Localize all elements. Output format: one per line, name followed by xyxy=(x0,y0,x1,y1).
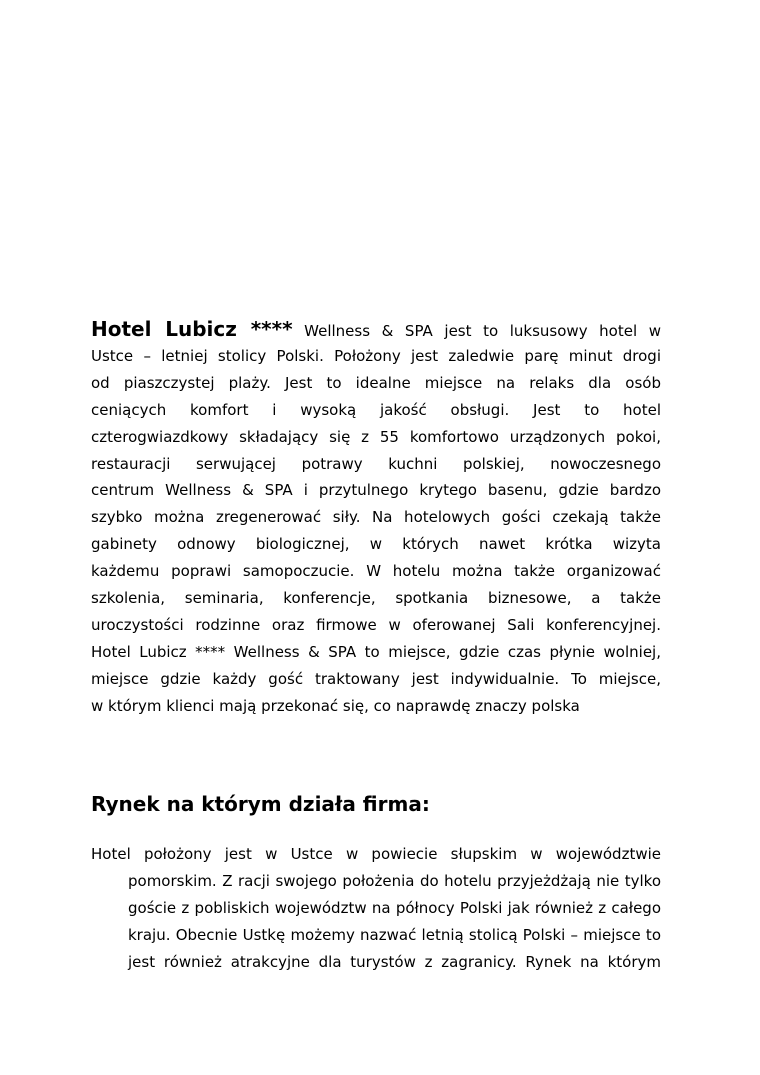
hotel-name-lead: Hotel Lubicz **** xyxy=(91,317,293,341)
market-paragraph xyxy=(91,841,661,975)
paragraph-line: miejsce gdzie każdy gość traktowany jest indywidualnie. To miejsce, xyxy=(91,669,661,688)
paragraph-line: goście z pobliskich województw na północy Polski jak również z całego xyxy=(128,898,661,917)
paragraph-line: w którym klienci mają przekonać się, co naprawdę znaczy polska xyxy=(91,696,580,715)
paragraph-line: pomorskim. Z racji swojego położenia do hotelu przyjeżdżają nie tylko xyxy=(128,871,661,890)
paragraph-line: każdemu poprawi samopoczucie. W hotelu można także organizować xyxy=(91,562,661,581)
paragraph-line: Hotel Lubicz **** Wellness & SPA to miejsce, gdzie czas płynie wolniej, xyxy=(91,642,661,661)
paragraph-line: jest również atrakcyjne dla turystów z zagranicy. Rynek na którym xyxy=(128,952,661,971)
paragraph-line: szkolenia, seminaria, konferencje, spotkania biznesowe, a także xyxy=(91,589,661,608)
paragraph-line: ceniących komfort i wysoką jakość obsługi. Jest to hotel xyxy=(91,400,661,419)
intro-paragraph xyxy=(91,315,661,719)
section-heading: Rynek na którym działa firma: xyxy=(91,792,430,816)
paragraph-line: gabinety odnowy biologicznej, w których nawet krótka wizyta xyxy=(91,535,661,554)
paragraph-line: od piaszczystej plaży. Jest to idealne miejsce na relaks dla osób xyxy=(91,373,661,392)
paragraph-line: czterogwiazdkowy składający się z 55 komfortowo urządzonych pokoi, xyxy=(91,427,661,446)
paragraph-line: Hotel położony jest w Ustce w powiecie słupskim w województwie xyxy=(91,845,661,863)
paragraph-line: kraju. Obecnie Ustkę możemy nazwać letnią stolicą Polski – miejsce to xyxy=(128,925,661,944)
paragraph-line: szybko można zregenerować siły. Na hotelowych gości czekają także xyxy=(91,508,661,527)
paragraph-line: centrum Wellness & SPA i przytulnego krytego basenu, gdzie bardzo xyxy=(91,481,661,500)
paragraph-line: restauracji serwującej potrawy kuchni polskiej, nowoczesnego xyxy=(91,454,661,473)
paragraph-line: uroczystości rodzinne oraz firmowe w oferowanej Sali konferencyjnej. xyxy=(91,615,661,634)
paragraph-line xyxy=(91,315,661,343)
paragraph-line: Ustce – letniej stolicy Polski. Położony jest zaledwie parę minut drogi xyxy=(91,347,661,365)
paragraph-line-text: Wellness & SPA jest to luksusowy hotel w xyxy=(304,322,661,340)
